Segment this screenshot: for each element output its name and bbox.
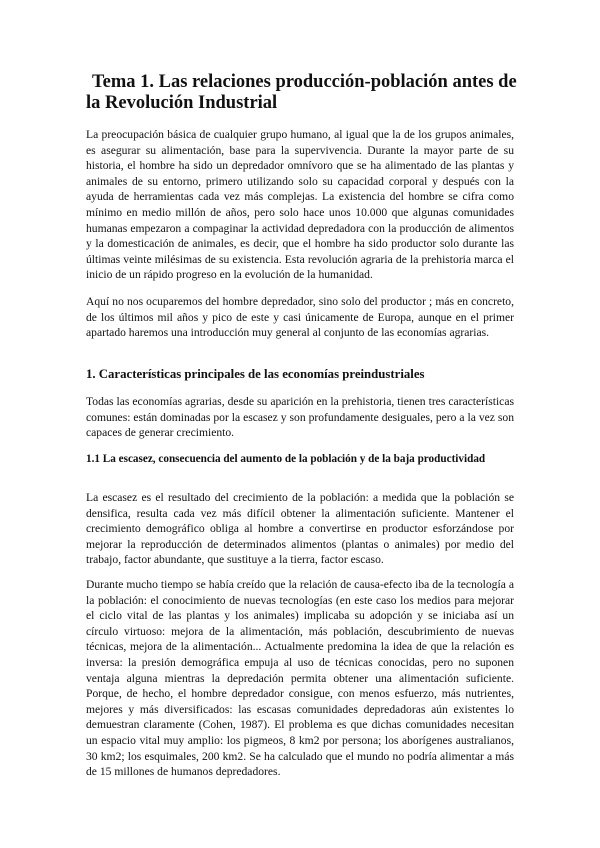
section-1-paragraph: Todas las economías agrarias, desde su aparición en la prehistoria, tienen tres características comunes: están dominadas por la escasez y son profundamente desiguales, pero a la vez son capaces de generar crecimiento. xyxy=(86,395,514,440)
intro-paragraph-1: La preocupación básica de cualquier grupo humano, al igual que la de los grupos animales, es asegurar su alimentación, base para la supervivencia. Durante la mayor parte de su historia, el hombre ha sido un depredador omnívoro que se ha alimentado de las plantas y animales de su entorno, primero utilizando solo su capacidad corporal y después con la ayuda de herramientas cada vez más complejas. La existencia del hombre se cifra como mínimo en medio millón de años, pero solo hace unos 10.000 que algunas comunidades humanas empezaron a compaginar la actividad depredadora con la producción de alimentos y la domesticación de animales, es decir, que el hombre ha sido productor solo durante las últimas veinte milésimas de su existencia. Esta revolución agraria de la prehistoria marca el inicio de un rápido progreso en la evolución de la humanidad. xyxy=(86,128,514,282)
document-title: Tema 1. Las relaciones producción-población antes de la Revolución Industrial xyxy=(86,72,517,113)
section-1-heading: 1. Características principales de las economías preindustriales xyxy=(86,367,425,381)
section-1-1-paragraph-1: La escasez es el resultado del crecimiento de la población: a medida que la población se densifica, resulta cada vez más difícil obtener la alimentación suficiente. Mantener el crecimiento demográfico obliga al hombre a convertirse en productor esforzándose por mejorar la reproducción de determinados alimentos (plantas o animales) por medio del trabajo, factor abundante, que sustituye a la tierra, factor escaso. xyxy=(86,491,514,567)
intro-paragraph-2: Aquí no nos ocuparemos del hombre depredador, sino solo del productor ; más en concreto, de los últimos mil años y pico de este y casi únicamente de Europa, aunque en el primer apartado haremos una introducción muy general al conjunto de las economías agrarias. xyxy=(86,295,514,340)
section-1-1-paragraph-2: Durante mucho tiempo se había creído que la relación de causa-efecto iba de la tecnología a la población: el conocimiento de nuevas tecnologías (en este caso los medios para mejorar el ciclo vital de las plantas y los animales) implicaba su adopción y se iniciaba así un círculo virtuoso: mejora de la alimentación, más población, descubrimiento de nuevas técnicas, mejora de la alimentación... Actualmente predomina la idea de que la relación es inversa: la presión demográfica empuja al uso de técnicas conocidas, pero no suponen ventaja alguna mientras la depredación permita obtener una alimentación suficiente. Porque, de hecho, el hombre depredador consigue, con menos esfuerzo, más nutrientes, mejores y más diversificados: las escasas comunidades depredadoras aún existentes lo demuestran claramente (Cohen, 1987). El problema es que dichas comunidades necesitan un espacio vital muy amplio: los pigmeos, 8 km2 por persona; los aborígenes australianos, 30 km2; los esquimales, 200 km2. Se ha calculado que el mundo no podría alimentar a más de 15 millones de humanos depredadores. xyxy=(86,578,514,779)
section-1-1-heading: 1.1 La escasez, consecuencia del aumento de la población y de la baja productividad xyxy=(86,453,486,465)
